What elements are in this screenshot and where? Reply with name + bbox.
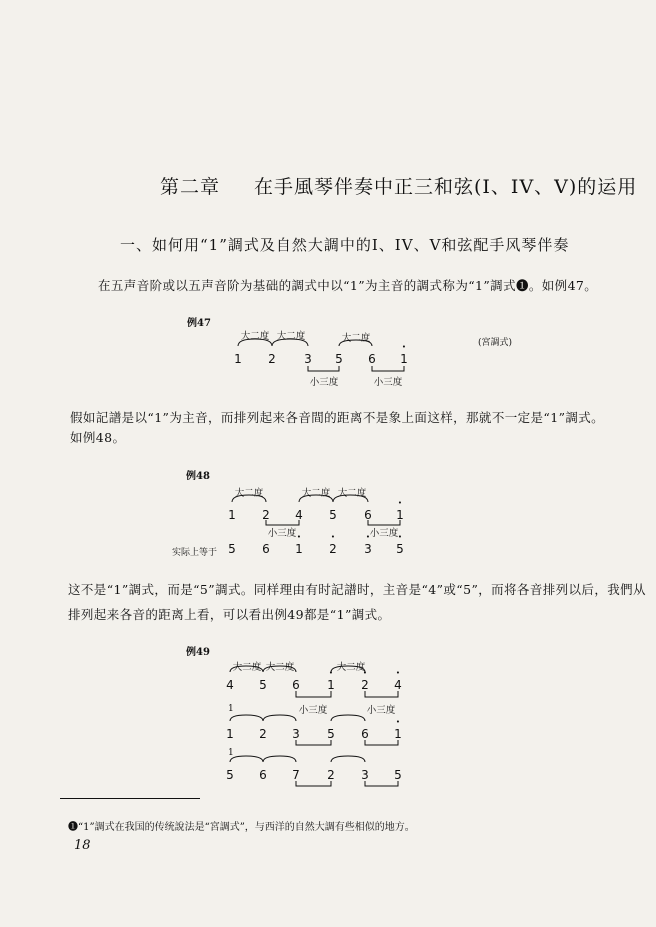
- paragraph-3-line-1: 这不是“1”調式，而是“5”調式。同样理由有时記譜时，主音是“4”或“5”，而将各音排列以后，我們从: [68, 582, 646, 597]
- note: 5: [259, 678, 267, 692]
- interval-label: 大二度: [336, 662, 366, 673]
- interval-label: 小三度: [369, 528, 399, 539]
- note-high: • 1: [400, 352, 408, 366]
- interval-label: 小三度: [298, 705, 328, 716]
- note-high: • 1: [394, 727, 402, 741]
- note: 1: [228, 508, 236, 522]
- lower-bracket: [372, 366, 404, 371]
- interval-label: 小三度: [309, 377, 339, 388]
- note: 5: [329, 508, 337, 522]
- note: 3: [292, 727, 300, 741]
- note: 2: [259, 727, 267, 741]
- upper-brace: [230, 756, 263, 762]
- lower-bracket: [296, 740, 331, 745]
- note: 5: [226, 768, 234, 782]
- note-high: • 5: [396, 542, 404, 556]
- chapter-title: [160, 172, 637, 199]
- interval-label: 大二度: [337, 488, 367, 499]
- note: 2: [327, 768, 335, 782]
- note-high: • 1: [327, 678, 335, 692]
- note: 1: [234, 352, 242, 366]
- interval-label: 大二度: [240, 331, 270, 342]
- mode-note: (宮調式): [478, 338, 513, 348]
- interval-label: 大二度: [234, 488, 264, 499]
- interval-label: 小三度: [373, 377, 403, 388]
- note: 6: [361, 727, 369, 741]
- example-49-label: 例49: [186, 647, 210, 658]
- lower-bracket: [365, 781, 398, 786]
- upper-brace: [263, 756, 296, 762]
- note: 5: [335, 352, 343, 366]
- interval-label: 大二度: [301, 488, 331, 499]
- upper-brace: [331, 756, 365, 762]
- section-title: 一、如何用“1”調式及自然大調中的I、IV、V和弦配手风琴伴奏: [120, 236, 570, 254]
- upper-brace: [263, 715, 296, 721]
- lower-bracket: [296, 691, 331, 697]
- note-high: • 2: [361, 678, 369, 692]
- row-marker: 1: [228, 748, 234, 758]
- interval-label: 大二度: [265, 662, 295, 673]
- note: 5: [327, 727, 335, 741]
- note: 6: [292, 678, 300, 692]
- upper-brace: [331, 715, 365, 721]
- note-high: • 1: [295, 542, 303, 556]
- example-48-label: 例48: [186, 471, 210, 482]
- note: 4: [295, 508, 303, 522]
- chapter-number: 第二章: [160, 176, 221, 198]
- lower-bracket: [308, 366, 339, 371]
- interval-label: 大二度: [276, 331, 306, 342]
- note-high: • 4: [394, 678, 402, 692]
- note: 3: [361, 768, 369, 782]
- note: 6: [368, 352, 376, 366]
- note: 7: [292, 768, 300, 782]
- upper-brace: [230, 715, 263, 721]
- note: 6: [262, 542, 270, 556]
- note: 6: [259, 768, 267, 782]
- footnote: ❶“1”調式在我国的传统說法是“宮調式”，与西洋的自然大調有些相似的地方。: [68, 822, 415, 833]
- note: 2: [262, 508, 270, 522]
- interval-label: 大二度: [341, 333, 371, 344]
- note: 4: [226, 678, 234, 692]
- footnote-rule: [60, 798, 200, 799]
- paragraph-2-line-1: 假如記譜是以“1”为主音，而排列起来各音間的距离不是象上面这样，那就不一定是“1”調式。: [70, 410, 605, 425]
- note-high: • 3: [364, 542, 372, 556]
- interval-label: 大二度: [232, 662, 262, 673]
- note: 5: [394, 768, 402, 782]
- note: 3: [304, 352, 312, 366]
- actual-label: 实际上等于: [172, 548, 218, 558]
- interval-label: 小三度: [267, 528, 297, 539]
- paragraph-3-line-2: 排列起来各音的距离上看，可以看出例49都是“1”調式。: [68, 607, 391, 622]
- note: 5: [228, 542, 236, 556]
- note: 1: [226, 727, 234, 741]
- page-number: 18: [74, 838, 91, 853]
- example-47-label: 例47: [187, 318, 211, 329]
- paragraph-2-line-2: 如例48。: [70, 430, 126, 445]
- note: 6: [364, 508, 372, 522]
- chapter-title-text: 在手風琴伴奏中正三和弦(I、IV、V)的运用: [254, 176, 638, 198]
- paragraph-1: 在五声音阶或以五声音阶为基础的調式中以“1”为主音的調式称为“1”調式❶。如例47。: [98, 278, 598, 293]
- note-high: • 1: [396, 508, 404, 522]
- row-marker: 1: [228, 704, 234, 714]
- interval-label: 小三度: [366, 705, 396, 716]
- note-high: • 2: [329, 542, 337, 556]
- lower-bracket: [296, 781, 331, 786]
- note: 2: [268, 352, 276, 366]
- lower-bracket: [365, 691, 398, 697]
- lower-bracket: [365, 740, 398, 745]
